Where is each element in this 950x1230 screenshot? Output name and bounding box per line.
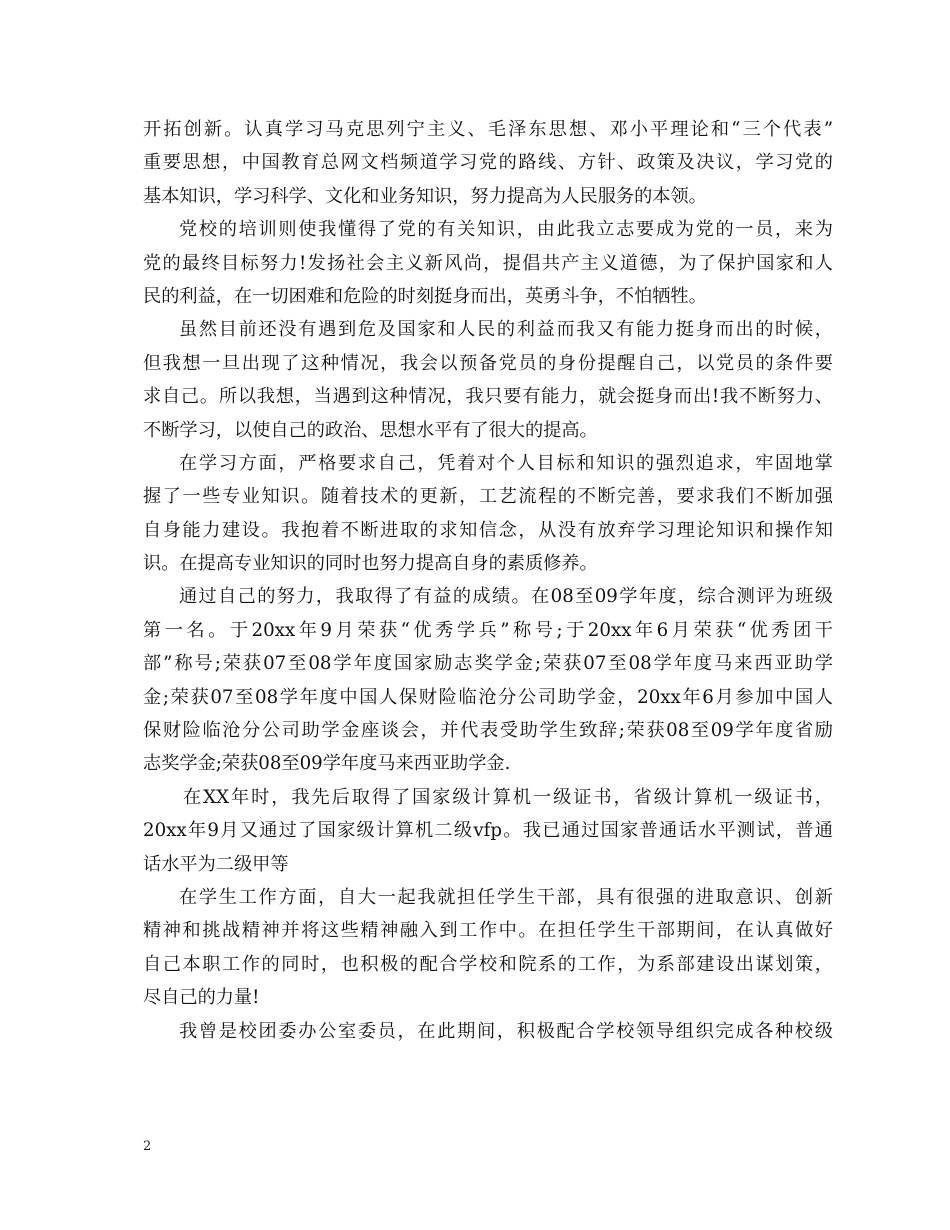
text-line: 我曾是校团委办公室委员，在此期间，积极配合学校领导组织完成各种校级 <box>179 1020 833 1042</box>
text-line: 志奖学金;荣获08至09学年度马来西亚助学金. <box>143 753 511 775</box>
text-line: 20xx年9月又通过了国家级计算机二级vfp。我已通过国家普通话水平测试，普通 <box>143 820 833 842</box>
text-line: 尽自己的力量! <box>143 987 260 1009</box>
text-line: 通过自己的努力，我取得了有益的成绩。在08至09学年度，综合测评为班级 <box>179 586 833 608</box>
body-text <box>143 113 833 1048</box>
text-line: 重要思想，中国教育总网文档频道学习党的路线、方针、政策及决议，学习党的 <box>143 152 833 174</box>
text-line: 开拓创新。认真学习马克思列宁主义、毛泽东思想、邓小平理论和“三个代表” <box>143 119 833 140</box>
text-line: 党校的培训则使我懂得了党的有关知识，由此我立志要成为党的一员，来为 <box>179 219 833 241</box>
text-line: 但我想一旦出现了这种情况，我会以预备党员的身份提醒自己，以党员的条件要 <box>143 352 833 374</box>
page-number: 2 <box>143 1139 152 1154</box>
text-line: 第一名。于20xx年9月荣获“优秀学兵”称号;于20xx年6月荣获“优秀团干 <box>143 619 833 641</box>
text-line: 不断学习，以使自己的政治、思想水平有了很大的提高。 <box>143 419 598 441</box>
text-line: 自身能力建设。我抱着不断进取的求知信念，从没有放弃学习理论知识和操作知 <box>143 519 833 541</box>
text-line: 精神和挑战精神并将这些精神融入到工作中。在担任学生干部期间，在认真做好 <box>143 920 833 942</box>
text-line: 金;荣获07至08学年度中国人保财险临沧分公司助学金，20xx年6月参加中国人 <box>143 686 833 708</box>
text-line: 虽然目前还没有遇到危及国家和人民的利益而我又有能力挺身而出的时候， <box>179 319 833 341</box>
text-line: 在学习方面，严格要求自己，凭着对个人目标和知识的强烈追求，牢固地掌 <box>179 452 833 474</box>
text-line: 党的最终目标努力!发扬社会主义新风尚，提倡共产主义道德，为了保护国家和人 <box>143 252 833 274</box>
text-line: 民的利益，在一切困难和危险的时刻挺身而出，英勇斗争，不怕牺牲。 <box>143 285 707 307</box>
text-line: 部”称号;荣获07至08学年度国家励志奖学金;荣获07至08学年度马来西亚助学 <box>143 653 833 675</box>
text-line: 握了一些专业知识。随着技术的更新，工艺流程的不断完善，要求我们不断加强 <box>143 486 833 508</box>
text-line: 识。在提高专业知识的同时也努力提高自身的素质修养。 <box>143 553 598 575</box>
text-line: 自己本职工作的同时，也积极的配合学校和院系的工作，为系部建设出谋划策， <box>143 953 833 975</box>
text-line: 基本知识，学习科学、文化和业务知识，努力提高为人民服务的本领。 <box>143 185 707 207</box>
text-line: 求自己。所以我想，当遇到这种情况，我只要有能力，就会挺身而出!我不断努力、 <box>143 386 833 408</box>
text-line: 话水平为二级甲等 <box>143 853 289 875</box>
text-line: 在XX年时，我先后取得了国家级计算机一级证书，省级计算机一级证书， <box>183 786 833 808</box>
text-line: 保财险临沧分公司助学金座谈会，并代表受助学生致辞;荣获08至09学年度省励 <box>143 720 833 742</box>
text-line: 在学生工作方面，自大一起我就担任学生干部，具有很强的进取意识、创新 <box>179 886 833 908</box>
